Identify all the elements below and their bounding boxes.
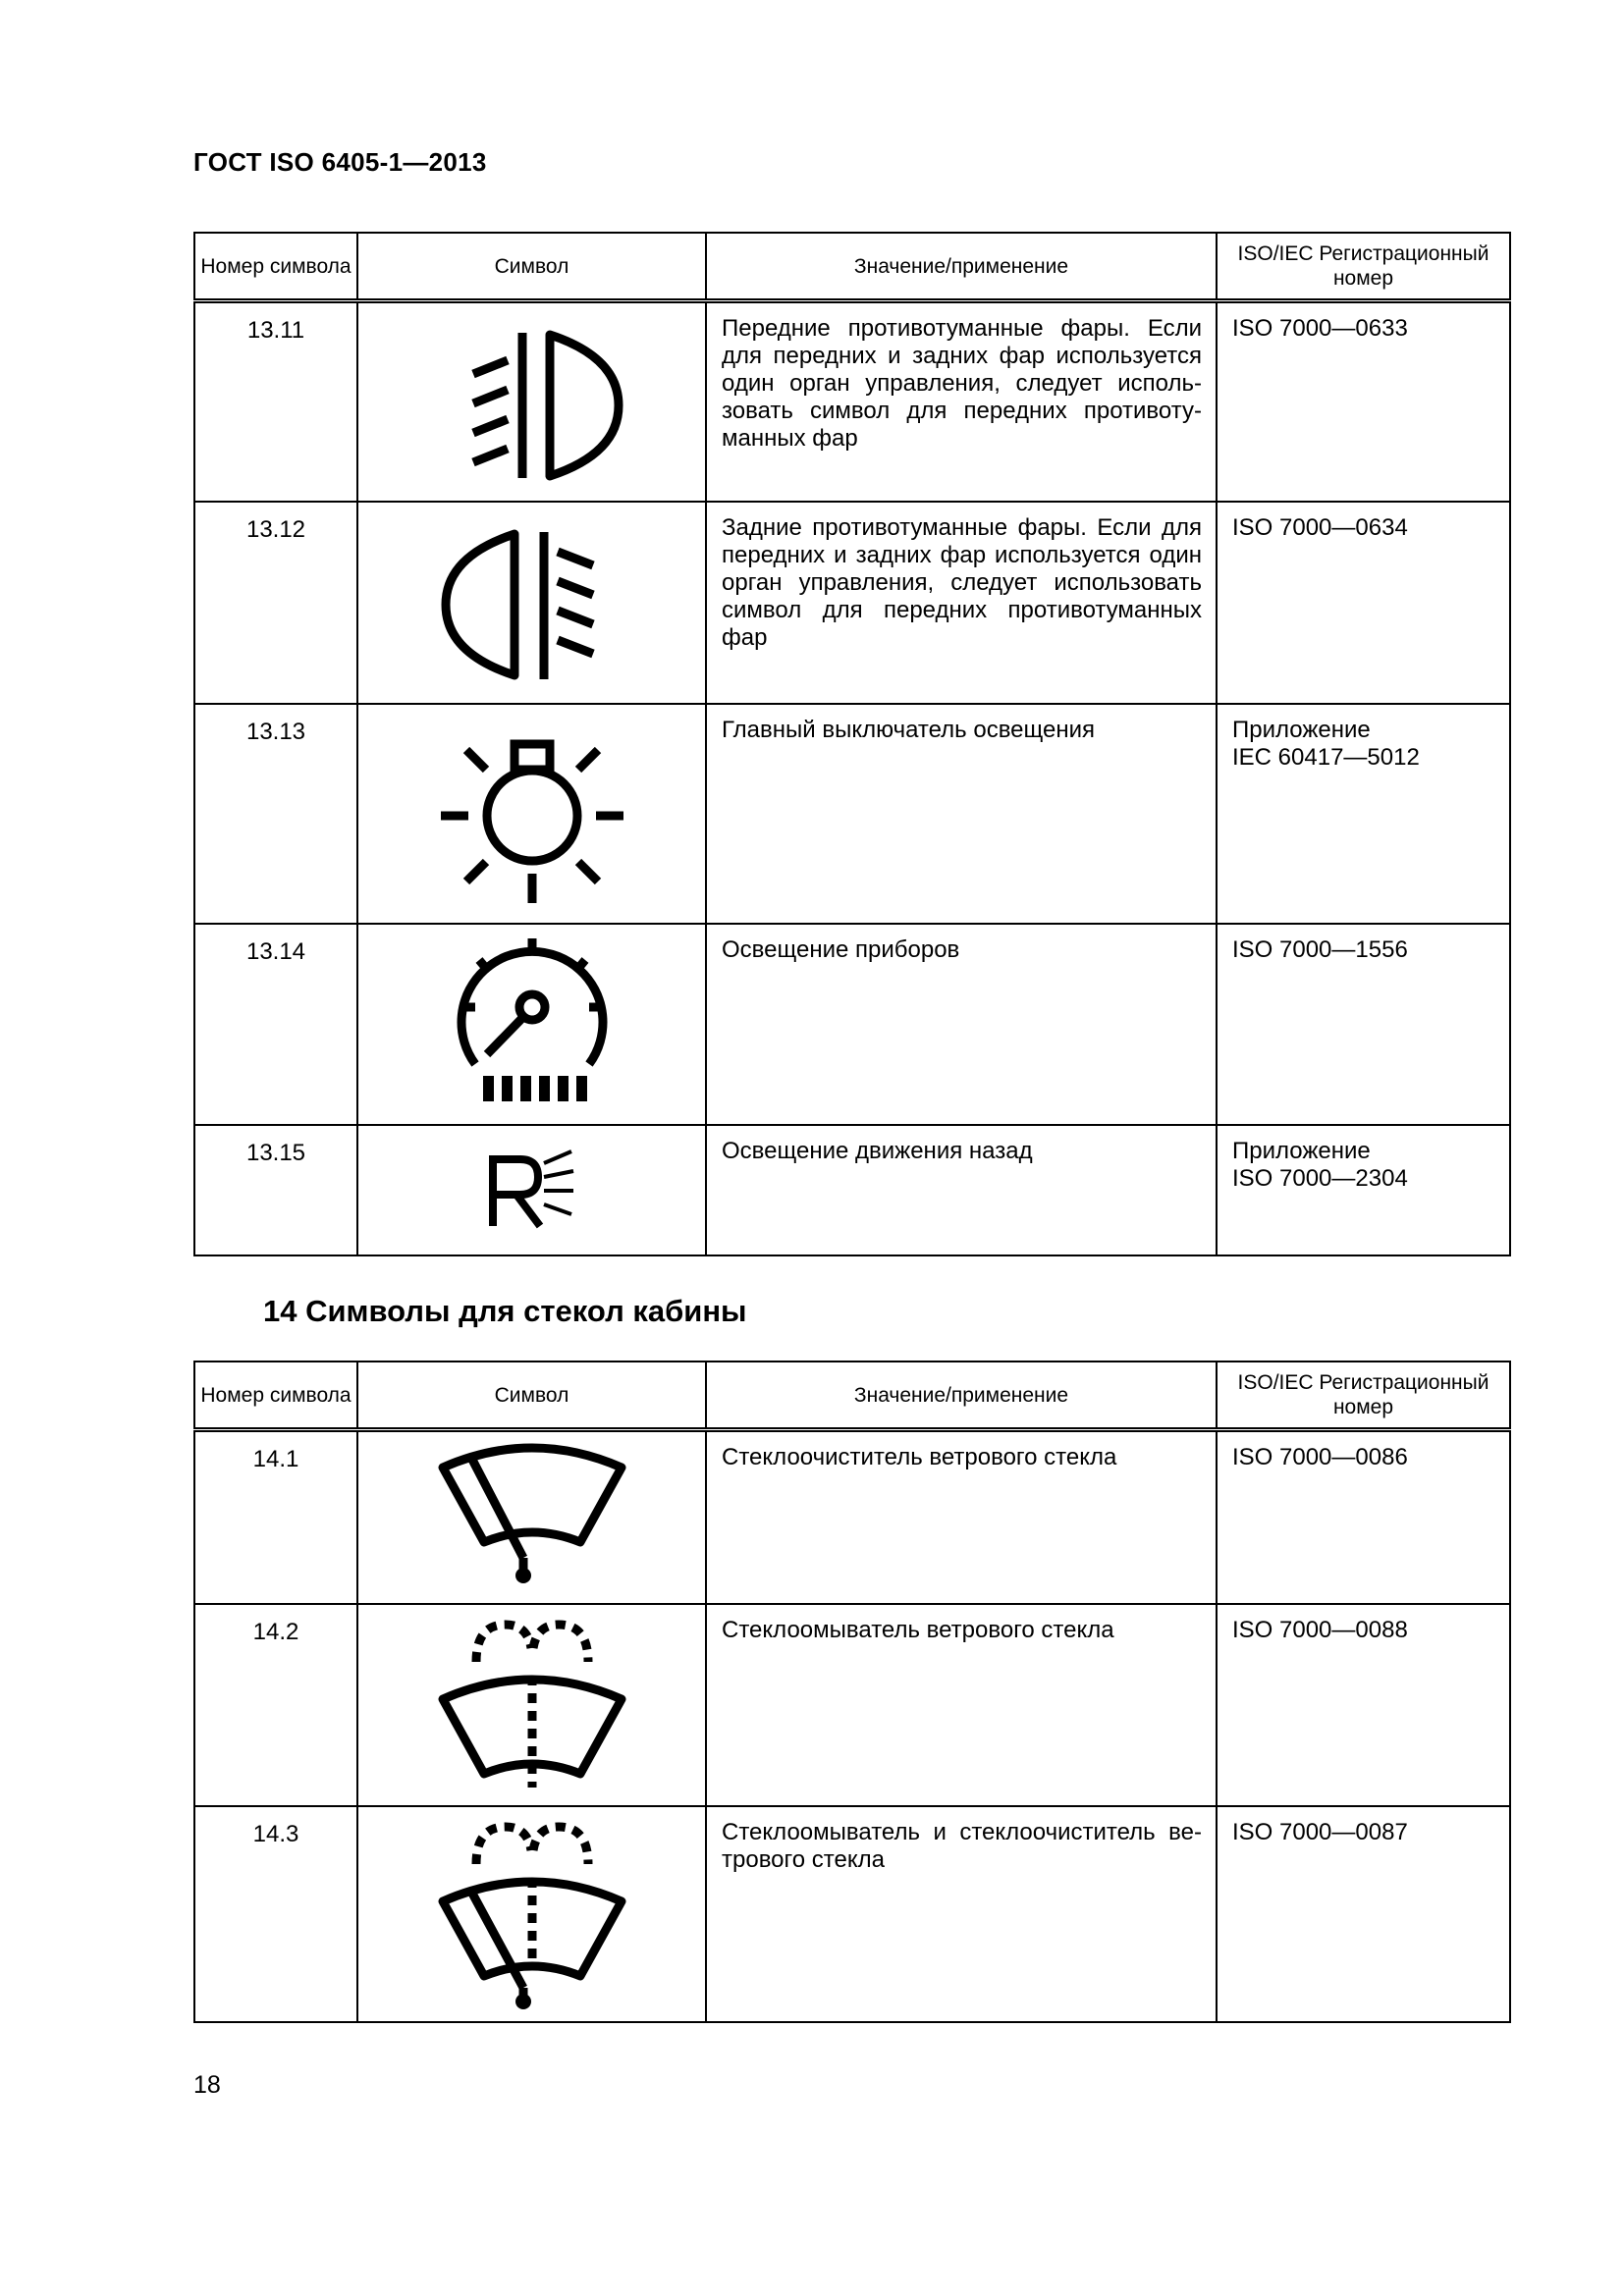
reverse-lighting-icon [473,1126,591,1244]
header-symbol: Символ [357,233,706,301]
symbol-reg [1217,704,1510,924]
front-fog-light-icon [434,303,630,500]
symbol-meaning: Освещение приборов [706,924,1217,1125]
reg-line: ISO 7000—0086 [1232,1444,1408,1470]
reg-line: ISO 7000—2304 [1232,1164,1408,1192]
windscreen-washer-icon [429,1605,635,1801]
symbol-number: 14.2 [194,1604,357,1806]
reg-line: ISO 7000—0633 [1232,315,1408,342]
table-row [194,1604,1510,1806]
windscreen-washer-wiper-icon [429,1807,635,2013]
symbol-cell [357,1125,706,1255]
section-title: 14 Символы для стекол кабины [263,1294,747,1328]
table-row [194,1430,1510,1604]
symbol-number: 13.14 [194,924,357,1125]
rear-fog-light-icon [434,503,630,699]
reg-line: Приложение [1232,716,1371,743]
header-meaning: Значение/применение [706,233,1217,301]
reg-line: ISO 7000—1556 [1232,935,1408,963]
symbol-meaning: Стеклоочиститель ветрового стекла [706,1430,1217,1604]
symbol-number: 13.15 [194,1125,357,1255]
table-row [194,502,1510,704]
table-row [194,704,1510,924]
symbol-meaning: Задние противотуманные фары. Если для передних и задних фар используется один орган управления, следует использовать символ для передних противотуманных фар [706,502,1217,704]
symbol-cell [357,502,706,704]
symbol-reg [1217,1806,1510,2022]
symbol-reg [1217,924,1510,1125]
table-header-row [194,233,1510,301]
header-symbol: Символ [357,1362,706,1430]
symbol-number: 14.1 [194,1430,357,1604]
symbols-table-windows [193,1361,1511,2023]
symbol-meaning: Стеклоомыватель ветрового стекла [706,1604,1217,1806]
symbol-reg [1217,301,1510,502]
reg-line: ISO 7000—0634 [1232,513,1408,541]
windscreen-wiper-icon [429,1432,635,1589]
symbol-cell [357,1806,706,2022]
reg-line: Приложение [1232,1137,1371,1164]
instrument-lighting-icon [434,925,630,1121]
header-reg: ISO/IEC Регистрационный номер [1217,233,1510,301]
symbol-meaning: Освещение движения назад [706,1125,1217,1255]
table-row [194,1125,1510,1255]
page-number: 18 [193,2071,221,2099]
table-row [194,924,1510,1125]
symbol-meaning: Стеклоомыватель и стеклоочиститель ветрового стекла [706,1806,1217,2022]
symbol-cell [357,704,706,924]
symbols-table-lighting [193,232,1511,1256]
reg-line: ISO 7000—0088 [1232,1616,1408,1643]
symbol-cell [357,1604,706,1806]
symbol-number: 13.11 [194,301,357,502]
reg-line: IEC 60417—5012 [1232,743,1420,771]
header-meaning: Значение/применение [706,1362,1217,1430]
symbol-cell [357,924,706,1125]
symbol-meaning: Главный выключатель освещения [706,704,1217,924]
table-row [194,301,1510,502]
header-number: Номер символа [194,1362,357,1430]
symbol-reg [1217,1604,1510,1806]
symbol-number: 13.13 [194,704,357,924]
symbol-reg [1217,1430,1510,1604]
document-header: ГОСТ ISO 6405-1—2013 [193,147,487,177]
symbol-cell [357,301,706,502]
reg-line: ISO 7000—0087 [1232,1818,1408,1845]
header-number: Номер символа [194,233,357,301]
table-row [194,1806,1510,2022]
symbol-meaning: Передние противотуманные фары. Если для передних и задних фар используется один орган управления, следует использовать символ для передних противотуманных фар [706,301,1217,502]
table-header-row [194,1362,1510,1430]
header-reg: ISO/IEC Регистрационный номер [1217,1362,1510,1430]
main-lighting-switch-icon [429,705,635,911]
symbol-number: 14.3 [194,1806,357,2022]
symbol-reg [1217,1125,1510,1255]
symbol-number: 13.12 [194,502,357,704]
symbol-reg [1217,502,1510,704]
symbol-cell [357,1430,706,1604]
